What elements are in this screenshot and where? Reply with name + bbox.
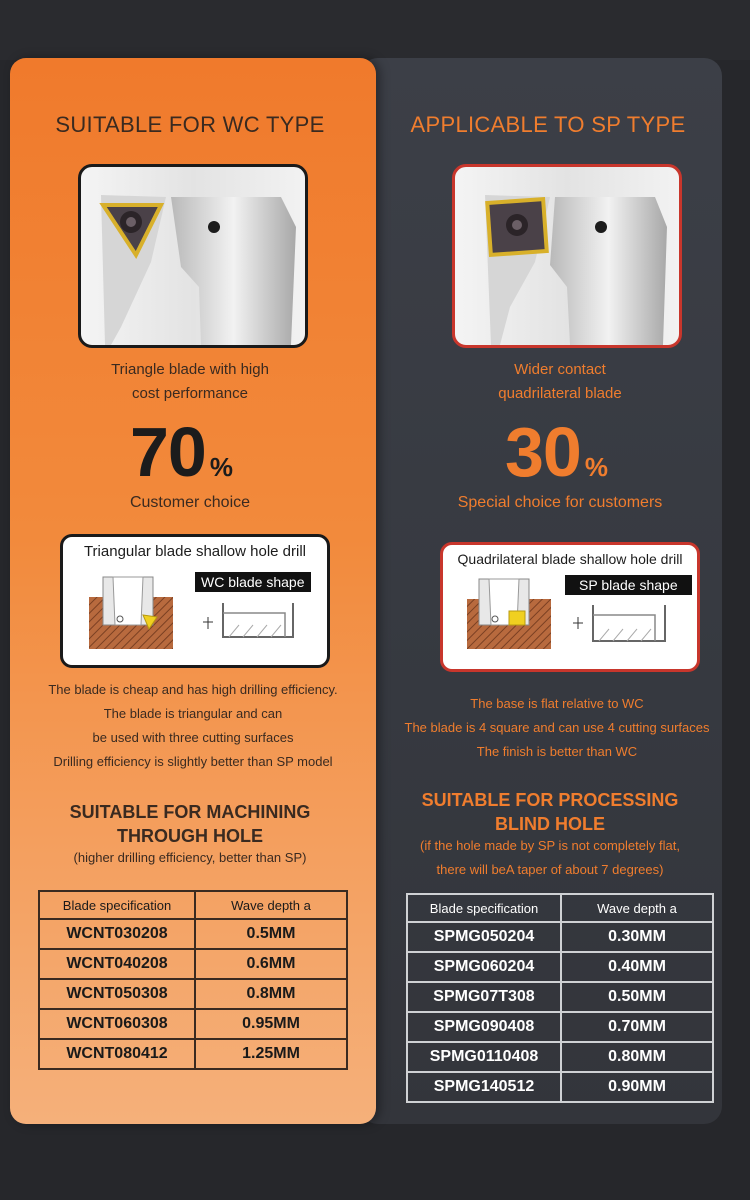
header-blade-spec: Blade specification bbox=[39, 891, 195, 919]
sp-sub-line-2: BLIND HOLE bbox=[495, 814, 605, 834]
sp-type-title: APPLICABLE TO SP TYPE bbox=[410, 112, 686, 137]
page-top-band bbox=[0, 0, 750, 60]
wc-feature-line-4: Drilling efficiency is slightly better than SP model bbox=[53, 754, 333, 769]
blade-spec-cell: SPMG090408 bbox=[407, 1012, 561, 1042]
wc-drill-photo bbox=[78, 164, 308, 348]
blade-spec-cell: SPMG140512 bbox=[407, 1072, 561, 1102]
wc-hole-diagram-icon bbox=[63, 537, 327, 665]
wc-choice-label: Customer choice bbox=[129, 494, 251, 511]
header-wave-depth: Wave depth a bbox=[195, 891, 347, 919]
wc-desc-line-1: Triangle blade with high bbox=[111, 361, 269, 378]
table-row bbox=[39, 949, 347, 979]
table-header-row bbox=[39, 891, 347, 919]
blade-spec-cell: SPMG060204 bbox=[407, 952, 561, 982]
wc-sub-line-2: THROUGH HOLE bbox=[117, 826, 263, 846]
blade-spec-cell: WCNT060308 bbox=[39, 1009, 195, 1039]
wc-note-line-1: (higher drilling efficiency, better than SP) bbox=[73, 850, 307, 865]
wc-diagram-title: Triangular blade shallow hole drill bbox=[83, 543, 307, 560]
table-row bbox=[39, 979, 347, 1009]
sp-percentage bbox=[505, 412, 607, 492]
sp-feature-text bbox=[372, 692, 742, 764]
table-row bbox=[407, 1012, 713, 1042]
wc-sub-line-1: SUITABLE FOR MACHINING bbox=[69, 802, 311, 822]
wave-depth-cell: 0.70MM bbox=[561, 1012, 713, 1042]
table-header-row bbox=[407, 894, 713, 922]
sp-feature-line-3: The finish is better than WC bbox=[476, 744, 638, 759]
sp-diagram-card bbox=[440, 542, 700, 672]
sp-desc-line-2: quadrilateral blade bbox=[498, 385, 622, 402]
sp-spec-table bbox=[406, 893, 714, 1103]
table-row bbox=[407, 982, 713, 1012]
sp-desc-line-1: Wider contact bbox=[514, 361, 606, 378]
wc-percent-unit: % bbox=[209, 452, 232, 482]
wave-depth-cell: 0.80MM bbox=[561, 1042, 713, 1072]
blade-spec-cell: SPMG0110408 bbox=[407, 1042, 561, 1072]
blade-spec-cell: SPMG07T308 bbox=[407, 982, 561, 1012]
wc-application-note bbox=[20, 846, 360, 870]
wc-feature-line-3: be used with three cutting surfaces bbox=[92, 730, 294, 745]
wave-depth-cell: 1.25MM bbox=[195, 1039, 347, 1069]
blade-spec-cell: WCNT050308 bbox=[39, 979, 195, 1009]
blade-spec-cell: WCNT040208 bbox=[39, 949, 195, 979]
header-wave-depth: Wave depth a bbox=[561, 894, 713, 922]
sp-note-line-1: (if the hole made by SP is not completely flat, bbox=[420, 838, 680, 853]
wave-depth-cell: 0.30MM bbox=[561, 922, 713, 952]
header-blade-spec: Blade specification bbox=[407, 894, 561, 922]
table-row bbox=[39, 919, 347, 949]
wc-feature-text bbox=[20, 678, 366, 774]
sp-feature-line-2: The blade is 4 square and can use 4 cutting surfaces bbox=[404, 720, 710, 735]
sp-choice-label: Special choice for customers bbox=[457, 494, 663, 511]
wc-feature-line-2: The blade is triangular and can bbox=[103, 706, 283, 721]
wc-diagram-card bbox=[60, 534, 330, 668]
table-row bbox=[407, 1042, 713, 1072]
wc-description bbox=[40, 358, 340, 406]
sp-application-note bbox=[380, 834, 720, 882]
wc-percentage bbox=[130, 412, 232, 492]
wave-depth-cell: 0.40MM bbox=[561, 952, 713, 982]
wave-depth-cell: 0.6MM bbox=[195, 949, 347, 979]
sp-sub-line-1: SUITABLE FOR PROCESSING bbox=[421, 790, 679, 810]
wc-blade-shape-badge: WC blade shape bbox=[195, 572, 311, 592]
wc-drill-icon bbox=[81, 167, 305, 345]
table-row bbox=[407, 1072, 713, 1102]
wc-feature-line-1: The blade is cheap and has high drilling efficiency. bbox=[48, 682, 338, 697]
sp-blade-shape-badge: SP blade shape bbox=[565, 575, 692, 595]
wave-depth-cell: 0.90MM bbox=[561, 1072, 713, 1102]
sp-percent-value: 30 bbox=[505, 413, 581, 491]
sp-drill-photo bbox=[452, 164, 682, 348]
blade-spec-cell: SPMG050204 bbox=[407, 922, 561, 952]
blade-spec-cell: WCNT030208 bbox=[39, 919, 195, 949]
table-row bbox=[39, 1009, 347, 1039]
blade-spec-cell: WCNT080412 bbox=[39, 1039, 195, 1069]
wc-spec-table bbox=[38, 890, 348, 1070]
sp-diagram-title: Quadrilateral blade shallow hole drill bbox=[457, 551, 683, 567]
sp-hole-diagram-icon bbox=[443, 545, 697, 669]
table-row bbox=[39, 1039, 347, 1069]
sp-description bbox=[410, 358, 710, 406]
sp-feature-line-1: The base is flat relative to WC bbox=[470, 696, 644, 711]
wave-depth-cell: 0.5MM bbox=[195, 919, 347, 949]
wave-depth-cell: 0.8MM bbox=[195, 979, 347, 1009]
wave-depth-cell: 0.95MM bbox=[195, 1009, 347, 1039]
sp-application-heading bbox=[390, 788, 710, 836]
wave-depth-cell: 0.50MM bbox=[561, 982, 713, 1012]
wc-desc-line-2: cost performance bbox=[132, 385, 248, 402]
sp-note-line-2: there will beA taper of about 7 degrees) bbox=[436, 862, 664, 877]
wc-percent-value: 70 bbox=[130, 413, 206, 491]
sp-drill-icon bbox=[455, 167, 679, 345]
wc-type-title: SUITABLE FOR WC TYPE bbox=[55, 112, 325, 137]
wc-application-heading bbox=[30, 800, 350, 848]
sp-percent-unit: % bbox=[584, 452, 607, 482]
table-row bbox=[407, 952, 713, 982]
table-row bbox=[407, 922, 713, 952]
